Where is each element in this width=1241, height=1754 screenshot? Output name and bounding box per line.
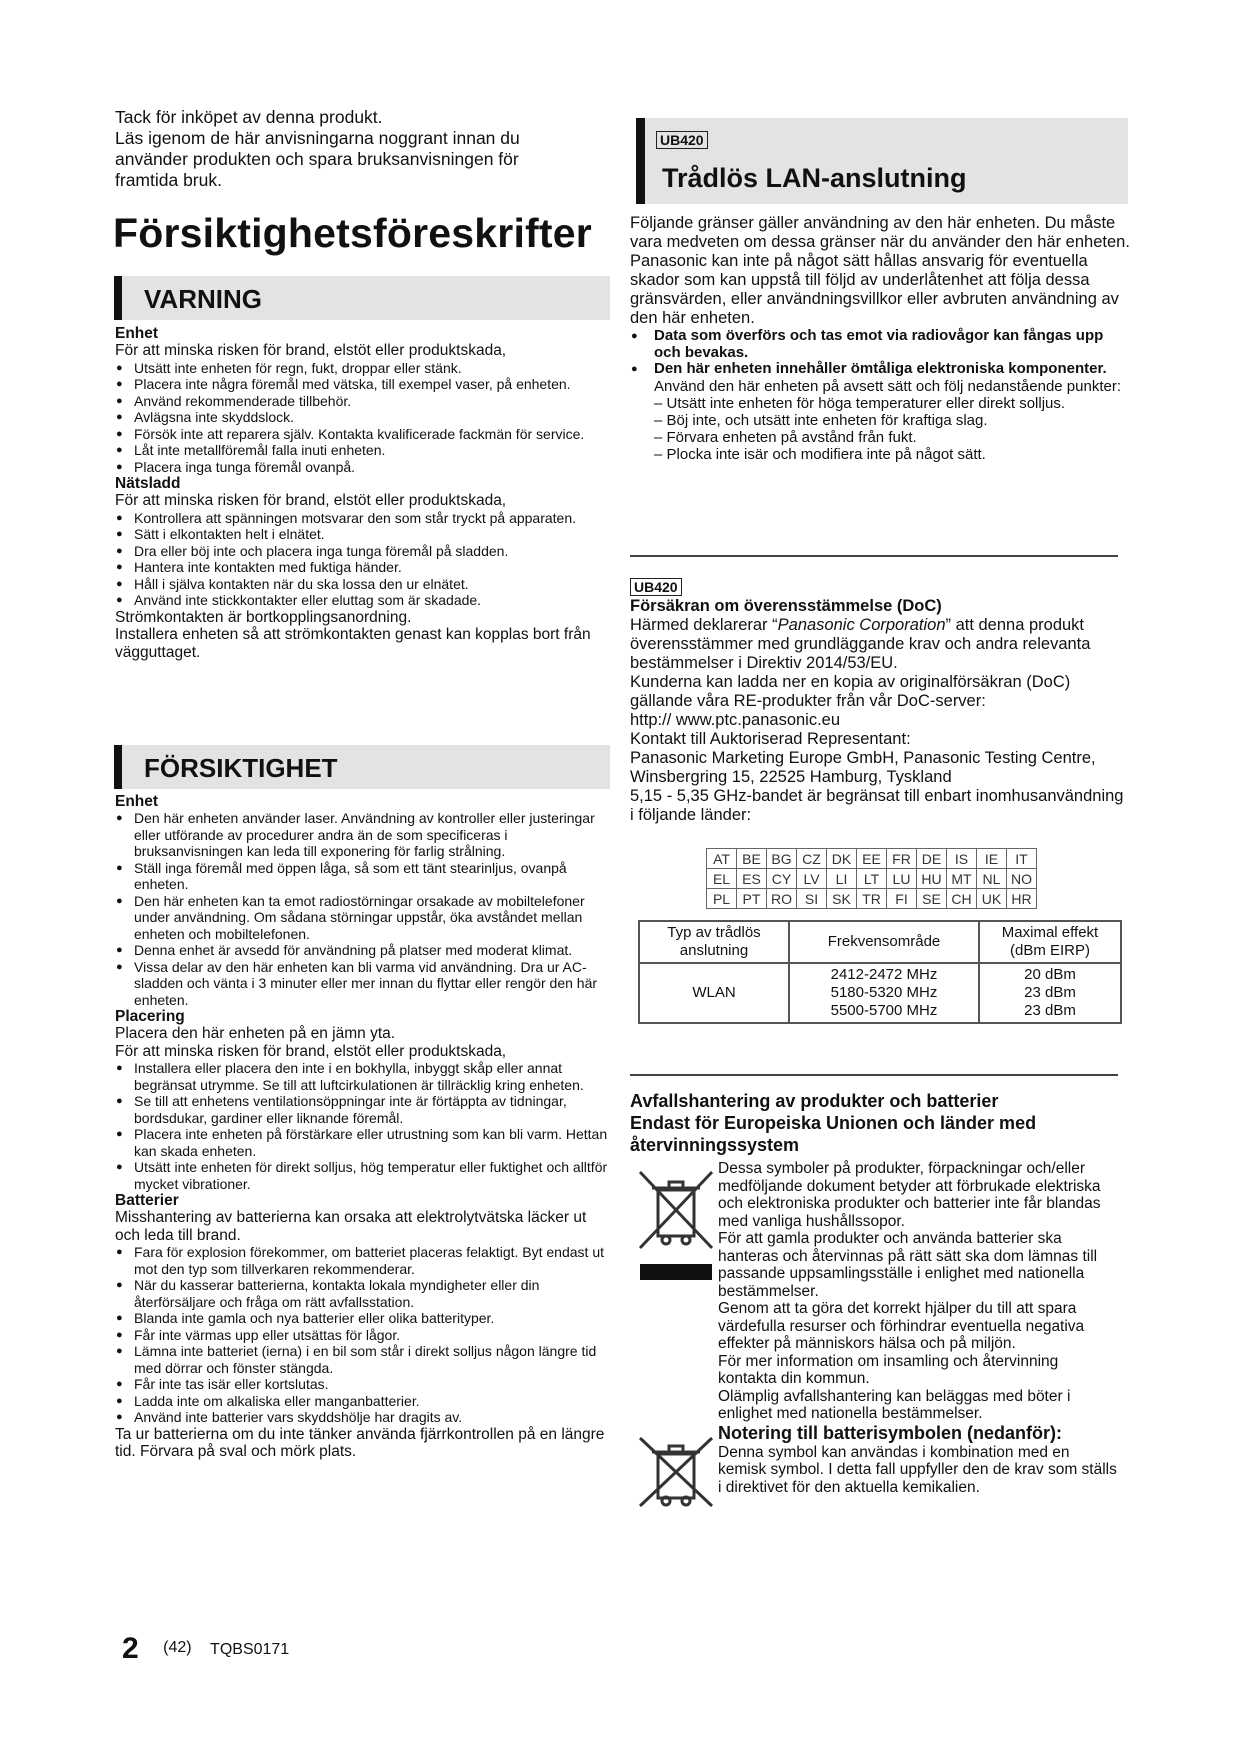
caution-section xyxy=(115,793,610,1461)
list-item: ● Den här enheten innehåller ömtåliga elektroniska komponenter. xyxy=(630,361,1130,378)
page-footer xyxy=(122,1632,289,1666)
doc-paragraph xyxy=(630,616,1130,673)
country-code: MT xyxy=(947,869,977,889)
country-code: UK xyxy=(977,889,1007,909)
battery-lead: Misshantering av batterierna kan orsaka att elektrolytvätska läcker ut och leda till brand. xyxy=(115,1209,587,1244)
unit-heading: Enhet xyxy=(115,793,159,810)
country-code: SK xyxy=(827,889,857,909)
battery-symbol-heading: Notering till batterisymbolen (nedanför): xyxy=(718,1422,1063,1443)
doc-text: Härmed deklarerar “ xyxy=(630,616,778,634)
doc-paragraph: Panasonic Marketing Europe GmbH, Panasonic Testing Centre, Winsbergring 15, 22525 Hamburg, Tyskland xyxy=(630,749,1096,786)
model-tag: UB420 xyxy=(630,578,682,596)
frequency-table xyxy=(638,920,1122,1024)
list-item: ● Dra eller böj inte och placera inga tunga föremål på sladden. xyxy=(115,543,610,560)
disposal-heading: Avfallshantering av produkter och batterier xyxy=(630,1091,999,1111)
power-value: 23 dBm xyxy=(1024,984,1076,1001)
country-code: IE xyxy=(977,849,1007,869)
wlan-bold-list xyxy=(630,328,1130,378)
page-sub-number: (42) xyxy=(163,1639,192,1656)
list-item: ● Placera inga tunga föremål ovanpå. xyxy=(115,459,610,476)
country-code: SI xyxy=(797,889,827,909)
country-code: IS xyxy=(947,849,977,869)
country-code: CY xyxy=(767,869,797,889)
intro-text xyxy=(115,107,610,191)
country-code: ES xyxy=(737,869,767,889)
freq-value: 2412-2472 MHz xyxy=(830,966,938,983)
wlan-banner-title: Trådlös LAN-anslutning xyxy=(662,163,967,193)
list-item: ● Blanda inte gamla och nya batterier eller olika batterityper. xyxy=(115,1310,610,1327)
doc-paragraph: Kontakt till Auktoriserad Representant: xyxy=(630,730,911,748)
disposal-paragraph: För att gamla produkter och använda batterier ska hanteras och återvinnas på rätt sätt ska dom lämnas till passande uppsamlingsställe i enlighet med nationella bestämmelser. xyxy=(718,1230,1098,1300)
list-item: ● Håll i själva kontakten när du ska lossa den ur elnätet. xyxy=(115,576,610,593)
list-item: ● Sätt i elkontakten helt i elnätet. xyxy=(115,526,610,543)
warning-banner xyxy=(114,276,610,320)
table-cell: WLAN xyxy=(639,963,789,1023)
warning-section xyxy=(115,325,610,661)
list-item: ● Låt inte metallföremål falla inuti enheten. xyxy=(115,442,610,459)
list-item: ● Använd inte stickkontakter eller eluttag som är skadade. xyxy=(115,592,610,609)
battery-list xyxy=(115,1244,610,1426)
country-code: NO xyxy=(1007,869,1037,889)
table-cell xyxy=(789,963,979,1023)
power-value: 23 dBm xyxy=(1024,1002,1076,1019)
list-item: ● Utsätt inte enheten för regn, fukt, droppar eller stänk. xyxy=(115,360,610,377)
cord-note: Strömkontakten är bortkopplingsanordning. xyxy=(115,608,412,626)
list-item: ● Placera inte några föremål med vätska, till exempel vaser, på enheten. xyxy=(115,376,610,393)
list-item: ● Lämna inte batteriet (ierna) i en bil som står i direkt solljus någon längre tid med dörrar och fönster stängda. xyxy=(115,1343,610,1376)
list-item: ● När du kasserar batterierna, kontakta lokala myndigheter eller din återförsäljare och fråga om rätt avfallsstation. xyxy=(115,1277,610,1310)
list-item: ● Den här enheten kan ta emot radiostörningar orsakade av mobiltelefoner under användning. Om sådana störningar uppstår, öka avståndet mellan enheten och mobiltelefonen. xyxy=(115,893,610,943)
country-code: HR xyxy=(1007,889,1037,909)
list-item: ● Får inte tas isär eller kortslutas. xyxy=(115,1376,610,1393)
warning-unit-list xyxy=(115,360,610,476)
table-row xyxy=(639,963,1121,1023)
country-code: CH xyxy=(947,889,977,909)
wlan-lead: Följande gränser gäller användning av den här enheten. Du måste vara medveten om dessa gränser när du använder den här enheten. xyxy=(630,214,1130,251)
country-row xyxy=(707,849,1037,869)
doc-url[interactable]: http:// www.ptc.panasonic.eu xyxy=(630,711,841,729)
list-item: ● Använd inte batterier vars skyddshölje har dragits av. xyxy=(115,1409,610,1426)
country-code-table xyxy=(706,848,1037,909)
country-code: LI xyxy=(827,869,857,889)
intro-line: framtida bruk. xyxy=(115,170,222,190)
list-item: ● Kontrollera att spänningen motsvarar den som står tryckt på apparaten. xyxy=(115,510,610,527)
doc-paragraph: 5,15 - 5,35 GHz-bandet är begränsat till enbart inomhusanvändning i följande länder: xyxy=(630,787,1124,824)
list-item: ● Placera inte enheten på förstärkare eller utrustning som kan bli varm. Hettan kan skada enheten. xyxy=(115,1126,610,1159)
unit-heading: Enhet xyxy=(115,325,159,342)
intro-line: använder produkten och spara bruksanvisningen för xyxy=(115,149,519,169)
list-item: ● Installera eller placera den inte i en bokhylla, inbyggt skåp eller annat begränsat utrymme. Se till att luftcirkulationen är tillräcklig kring enheten. xyxy=(115,1060,610,1093)
country-code: HU xyxy=(917,869,947,889)
table-header-row xyxy=(639,921,1121,963)
placement-heading: Placering xyxy=(115,1008,185,1025)
table-header: Maximal effekt (dBm EIRP) xyxy=(979,921,1121,963)
country-code: TR xyxy=(857,889,887,909)
list-item: ● Ställ inga föremål med öppen låga, så som ett tänt stearinljus, ovanpå enheten. xyxy=(115,860,610,893)
disposal-paragraph: Dessa symboler på produkter, förpackningar och/eller medföljande dokument betyder att förbrukade elektriska och elektroniska produkter och batterier inte får blandas med vanliga hushållssopor. xyxy=(718,1160,1101,1230)
battery-symbol-text: Denna symbol kan användas i kombination med en kemisk symbol. I detta fall uppfyller den de krav som ställs i direktivet för den aktuella kemikalien. xyxy=(718,1443,1117,1496)
list-item: ● Försök inte att reparera själv. Kontakta kvalificerade fackmän för service. xyxy=(115,426,610,443)
country-code: DK xyxy=(827,849,857,869)
list-item: – Böj inte, och utsätt inte enheten för kraftiga slag. xyxy=(654,411,988,429)
list-item: ● Får inte värmas upp eller utsättas för lågor. xyxy=(115,1327,610,1344)
country-code: BE xyxy=(737,849,767,869)
table-header: Typ av trådlös anslutning xyxy=(639,921,789,963)
divider xyxy=(630,555,1118,557)
warning-banner-title: VARNING xyxy=(144,284,262,314)
country-row xyxy=(707,889,1037,909)
cord-heading: Nätsladd xyxy=(115,475,181,492)
list-item: – Plocka inte isär och modifiera inte på något sätt. xyxy=(654,445,986,463)
list-item: ● Hantera inte kontakten med fuktiga händer. xyxy=(115,559,610,576)
divider xyxy=(630,1074,1118,1076)
country-code: LV xyxy=(797,869,827,889)
disposal-paragraph: Olämplig avfallshantering kan beläggas med böter i enlighet med nationella bestämmelser. xyxy=(718,1387,1071,1422)
country-code: EE xyxy=(857,849,887,869)
placement-list xyxy=(115,1060,610,1192)
list-item: ● Använd rekommenderade tillbehör. xyxy=(115,393,610,410)
wlan-section xyxy=(630,214,1130,463)
list-item: ● Denna enhet är avsedd för användning på platser med moderat klimat. xyxy=(115,942,610,959)
country-code: AT xyxy=(707,849,737,869)
country-code: SE xyxy=(917,889,947,909)
list-item: ● Ladda inte om alkaliska eller manganbatterier. xyxy=(115,1393,610,1410)
caution-unit-list xyxy=(115,810,610,1008)
cord-note: Installera enheten så att strömkontakten genast kan kopplas bort från vägguttaget. xyxy=(115,626,591,661)
doc-paragraph: Kunderna kan ladda ner en kopia av originalförsäkran (DoC) gällande våra RE-produkter från vår DoC-server: xyxy=(630,673,1071,710)
disposal-section xyxy=(630,1090,1130,1156)
placement-lead: Placera den här enheten på en jämn yta. xyxy=(115,1025,396,1042)
disposal-paragraph: För mer information om insamling och återvinning kontakta din kommun. xyxy=(718,1352,1059,1387)
battery-heading: Batterier xyxy=(115,1192,179,1209)
wlan-lead: Panasonic kan inte på något sätt hållas ansvarig för eventuella skador som kan uppstå till följd av underlåtenhet att följa dessa gränsvärden, eller användningsvillkor eller avbruten användning av den här enheten. xyxy=(630,252,1119,327)
list-item: ● Den här enheten använder laser. Användning av kontroller eller justeringar eller utförande av procedurer andra än de som specificeras i bruksanvisningen kan leda till exponering för farlig strålning. xyxy=(115,810,610,860)
table-cell xyxy=(979,963,1121,1023)
page-title: Försiktighetsföreskrifter xyxy=(113,210,592,256)
country-code: LU xyxy=(887,869,917,889)
country-code: LT xyxy=(857,869,887,889)
list-item: – Förvara enheten på avstånd från fukt. xyxy=(654,428,917,446)
country-code: PT xyxy=(737,889,767,909)
doc-section xyxy=(630,578,1130,825)
placement-lead: För att minska risken för brand, elstöt eller produktskada, xyxy=(115,1042,507,1060)
disposal-heading: Endast för Europeiska Unionen och länder med återvinningssystem xyxy=(630,1113,1037,1155)
freq-value: 5500-5700 MHz xyxy=(830,1002,938,1019)
country-code: EL xyxy=(707,869,737,889)
wlan-banner xyxy=(636,118,1128,204)
caution-banner-title: FÖRSIKTIGHET xyxy=(144,753,338,783)
disposal-text xyxy=(718,1160,1118,1496)
country-code: NL xyxy=(977,869,1007,889)
page-number: 2 xyxy=(122,1632,139,1665)
cord-lead: För att minska risken för brand, elstöt eller produktskada, xyxy=(115,492,507,509)
country-code: FR xyxy=(887,849,917,869)
battery-note: Ta ur batterierna om du inte tänker använda fjärrkontrollen på en längre tid. Förvara på sval och mörk plats. xyxy=(115,1425,605,1460)
country-code: RO xyxy=(767,889,797,909)
warning-cord-list xyxy=(115,510,610,609)
power-value: 20 dBm xyxy=(1024,966,1076,983)
country-row xyxy=(707,869,1037,889)
list-item: ● Vissa delar av den här enheten kan bli varma vid användning. Dra ur AC-sladden och vänta i 3 minuter eller mer innan du flyttar eller rengör den här enheten. xyxy=(115,959,610,1009)
model-tag: UB420 xyxy=(656,131,708,149)
doc-company: Panasonic Corporation xyxy=(777,616,946,634)
list-item: ● Data som överförs och tas emot via radiovågor kan fångas upp och bevakas. xyxy=(630,328,1130,361)
country-code: PL xyxy=(707,889,737,909)
list-item: ● Utsätt inte enheten för direkt solljus, hög temperatur eller fuktighet och alltför mycket vibrationer. xyxy=(115,1159,610,1192)
unit-lead: För att minska risken för brand, elstöt eller produktskada, xyxy=(115,342,507,359)
doc-text: ” att denna produkt överensstämmer med grundläggande krav och andra relevanta bestämmelser i Direktiv 2014/53/EU. xyxy=(630,616,1091,672)
country-code: DE xyxy=(917,849,947,869)
document-code: TQBS0171 xyxy=(210,1641,290,1658)
intro-line: Tack för inköpet av denna produkt. xyxy=(115,107,383,127)
crossed-bin-icon xyxy=(636,1168,716,1283)
country-code: IT xyxy=(1007,849,1037,869)
caution-banner xyxy=(114,745,610,789)
country-code: CZ xyxy=(797,849,827,869)
disposal-paragraph: Genom att ta göra det korrekt hjälper du till att spara värdefulla resurser och förhindrar eventuella negativa effekter på människors hälsa och på miljön. xyxy=(718,1300,1085,1352)
list-item: ● Fara för explosion förekommer, om batteriet placeras felaktigt. Byt endast ut mot den typ som tillverkaren rekommenderar. xyxy=(115,1244,610,1277)
freq-value: 5180-5320 MHz xyxy=(830,984,938,1001)
list-item: – Utsätt inte enheten för höga temperaturer eller direkt solljus. xyxy=(654,394,1066,412)
table-header: Frekvensområde xyxy=(789,921,979,963)
wlan-sub-lead: Använd den här enheten på avsett sätt och följ nedanstående punkter: xyxy=(654,377,1122,395)
country-code: BG xyxy=(767,849,797,869)
crossed-bin-battery-icon xyxy=(636,1434,716,1509)
intro-line: Läs igenom de här anvisningarna noggrant innan du xyxy=(115,128,520,148)
country-code: FI xyxy=(887,889,917,909)
doc-heading: Försäkran om överensstämmelse (DoC) xyxy=(630,597,942,615)
list-item: ● Avlägsna inte skyddslock. xyxy=(115,409,610,426)
list-item: ● Se till att enhetens ventilationsöppningar inte är förtäppta av tidningar, bordsdukar, gardiner eller liknande föremål. xyxy=(115,1093,610,1126)
